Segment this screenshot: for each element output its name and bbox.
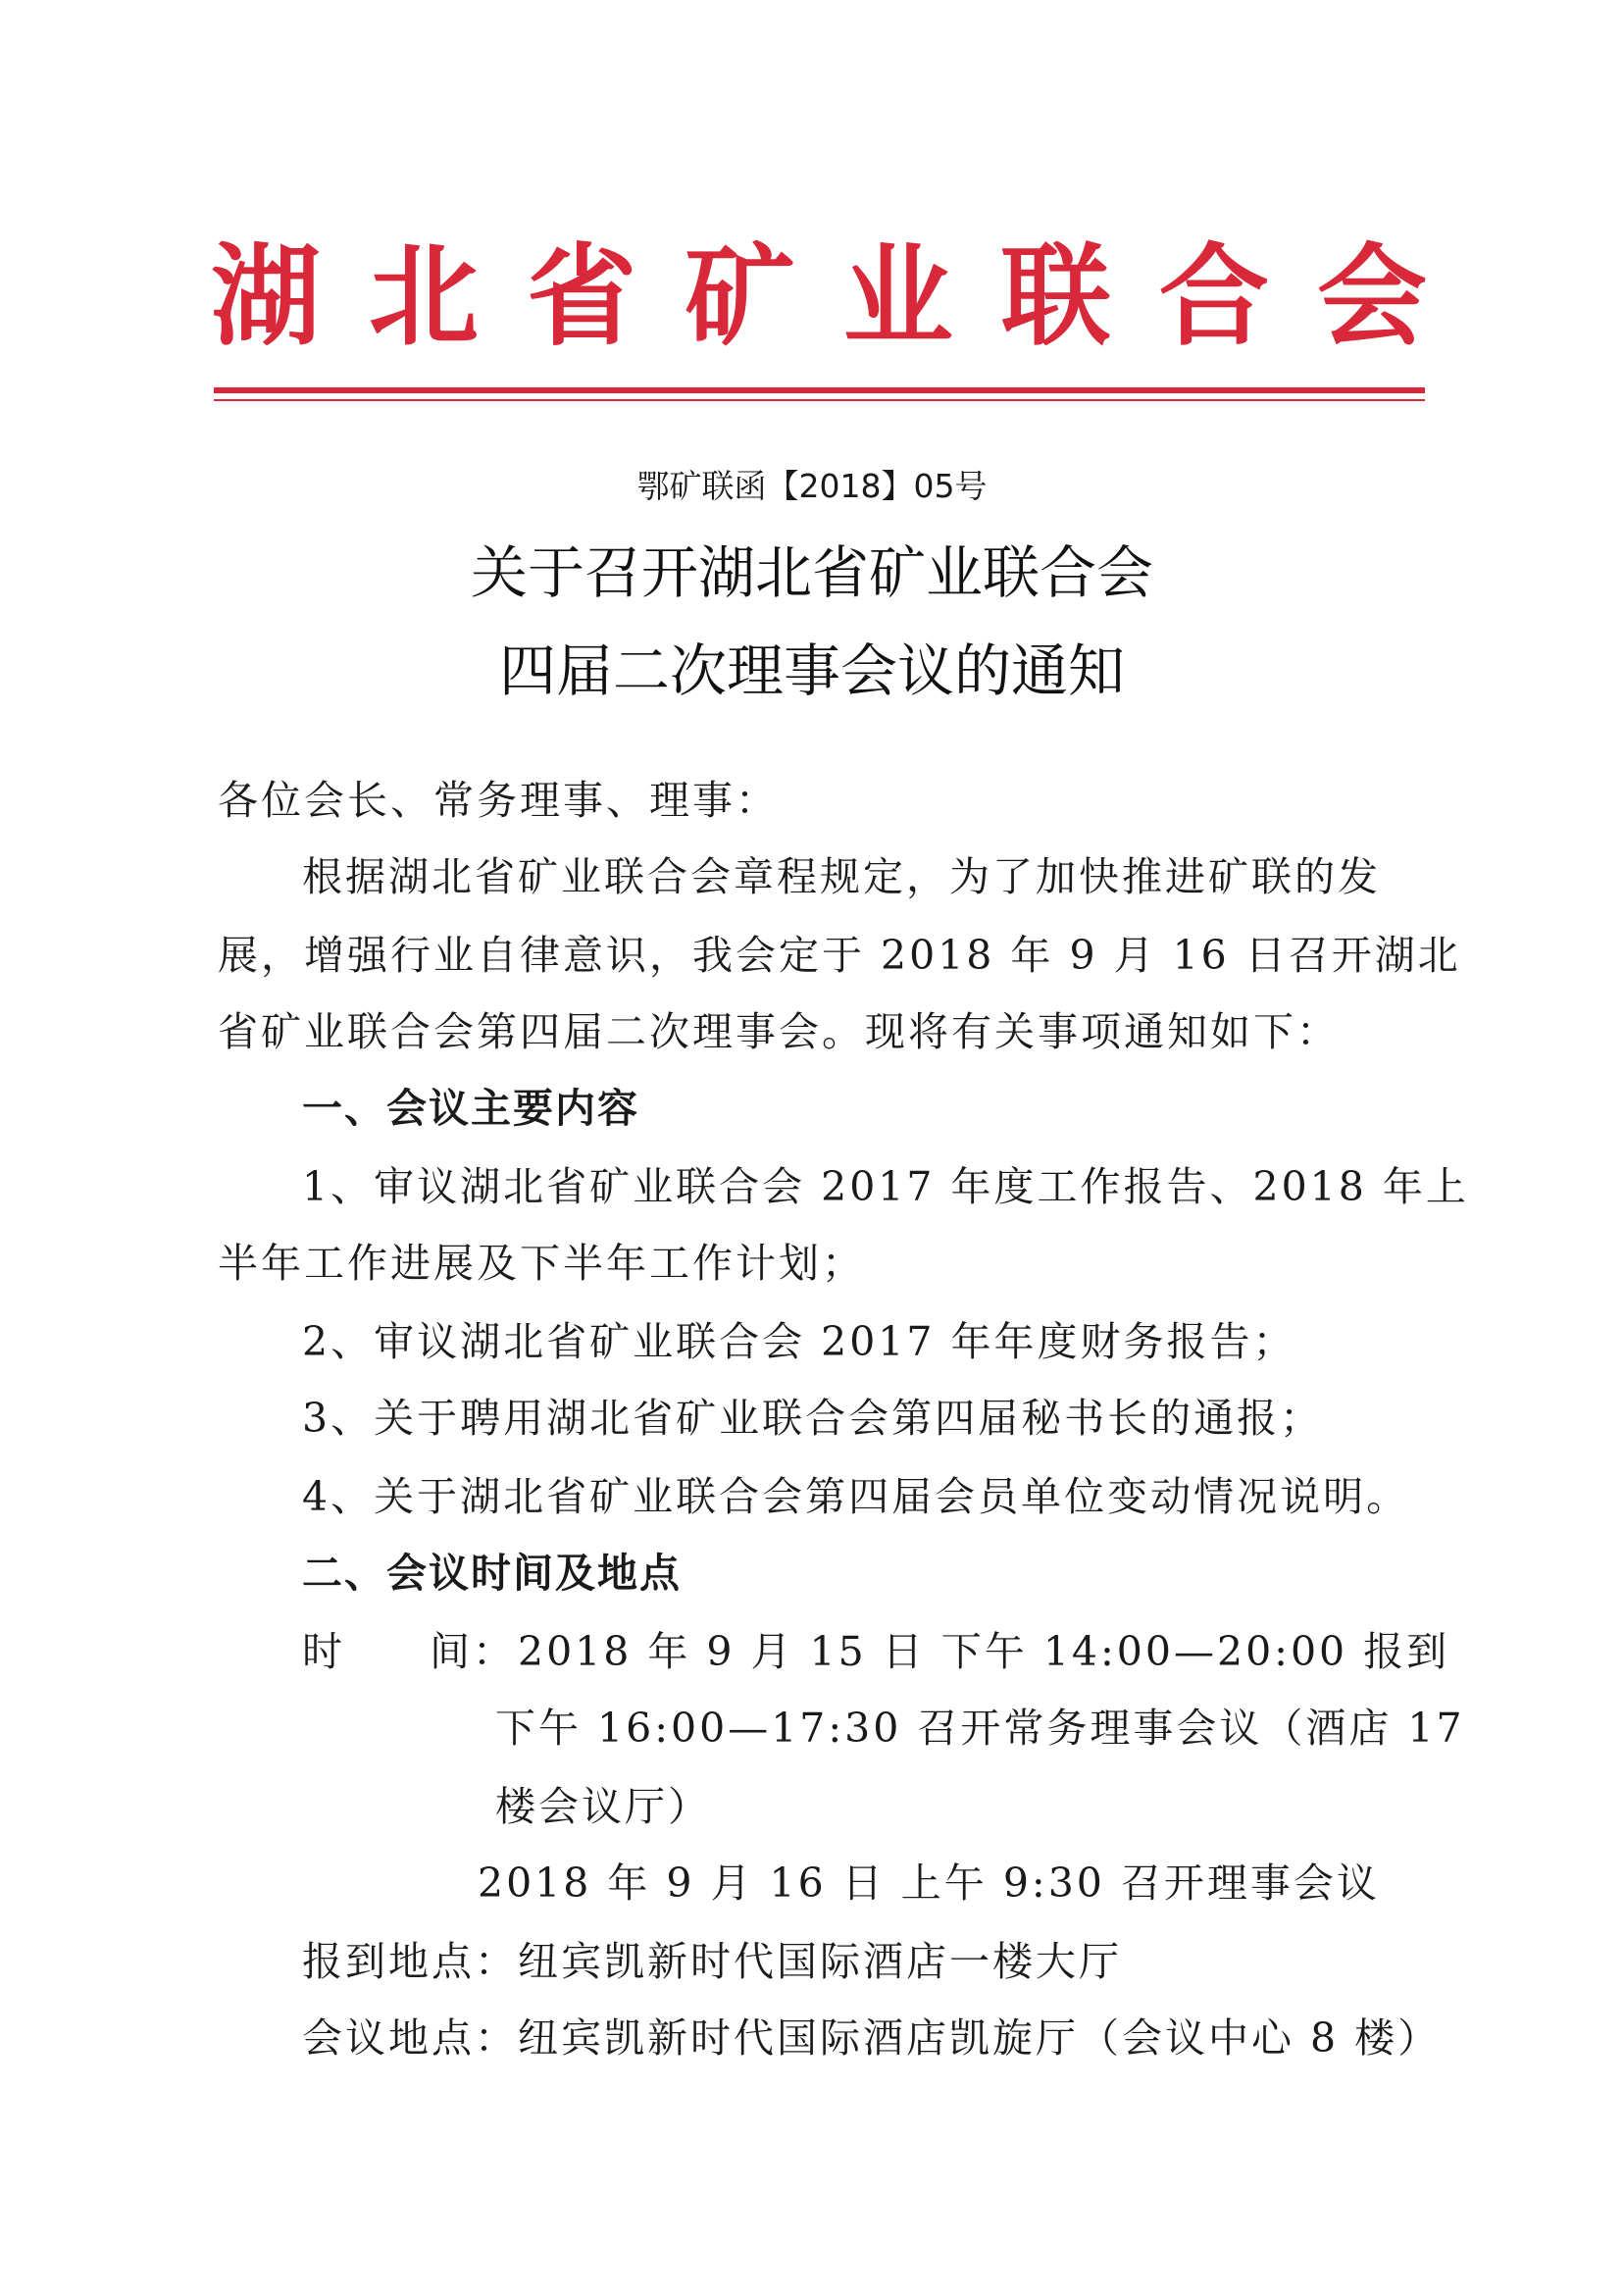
document-number: 鄂矿联函【2018】05号 [636, 467, 988, 505]
letterhead-char: 业 [842, 232, 953, 361]
agenda-item: 2、审议湖北省矿业联合会 2017 年年度财务报告； [302, 1318, 1296, 1365]
agenda-item: 4、关于湖北省矿业联合会第四届会员单位变动情况说明。 [302, 1473, 1410, 1520]
section-heading-time-place: 二、会议时间及地点 [302, 1550, 682, 1597]
salutation: 各位会长、常务理事、理事： [218, 777, 779, 824]
letterhead-char: 北 [369, 232, 480, 361]
intro-paragraph-line: 省矿业联合会第四届二次理事会。现将有关事项通知如下： [218, 1008, 1340, 1055]
document-title-line-1: 关于召开湖北省矿业联合会 [470, 539, 1153, 606]
time-label-char: 间： [430, 1628, 516, 1675]
time-line: 楼会议厅） [495, 1783, 711, 1830]
checkin-location: 报到地点：纽宾凯新时代国际酒店一楼大厅 [302, 1938, 1122, 1985]
intro-paragraph-line: 根据湖北省矿业联合会章程规定，为了加快推进矿联的发 [302, 853, 1381, 900]
time-line: 下午 16:00—17:30 召开常务理事会议（酒店 17 [495, 1705, 1465, 1752]
meeting-location: 会议地点：纽宾凯新时代国际酒店凯旋厅（会议中心 8 楼） [302, 2014, 1442, 2062]
letterhead-char: 矿 [685, 232, 795, 361]
letterhead-char: 湖 [211, 232, 321, 361]
agenda-item: 1、审议湖北省矿业联合会 2017 年度工作报告、2018 年上 [302, 1163, 1469, 1210]
letterhead-divider-thin [214, 399, 1425, 401]
time-label-char: 时 [302, 1628, 345, 1675]
time-line: 2018 年 9 月 15 日 下午 14:00—20:00 报到 [518, 1628, 1450, 1675]
time-line: 2018 年 9 月 16 日 上午 9:30 召开理事会议 [478, 1860, 1380, 1907]
section-heading-content: 一、会议主要内容 [302, 1085, 639, 1132]
letterhead-char: 会 [1316, 232, 1427, 361]
agenda-item: 半年工作进展及下半年工作计划； [218, 1240, 865, 1287]
letterhead-char: 合 [1158, 232, 1269, 361]
letterhead-char: 省 [527, 232, 637, 361]
letterhead-divider-thick [214, 387, 1425, 393]
document-title-line-2: 四届二次理事会议的通知 [498, 637, 1125, 704]
letterhead-org-name [211, 233, 1427, 361]
agenda-item: 3、关于聘用湖北省矿业联合会第四届秘书长的通报； [302, 1395, 1324, 1442]
letterhead-char: 联 [1000, 232, 1111, 361]
intro-paragraph-line: 展，增强行业自律意识，我会定于 2018 年 9 月 16 日召开湖北 [218, 932, 1461, 979]
